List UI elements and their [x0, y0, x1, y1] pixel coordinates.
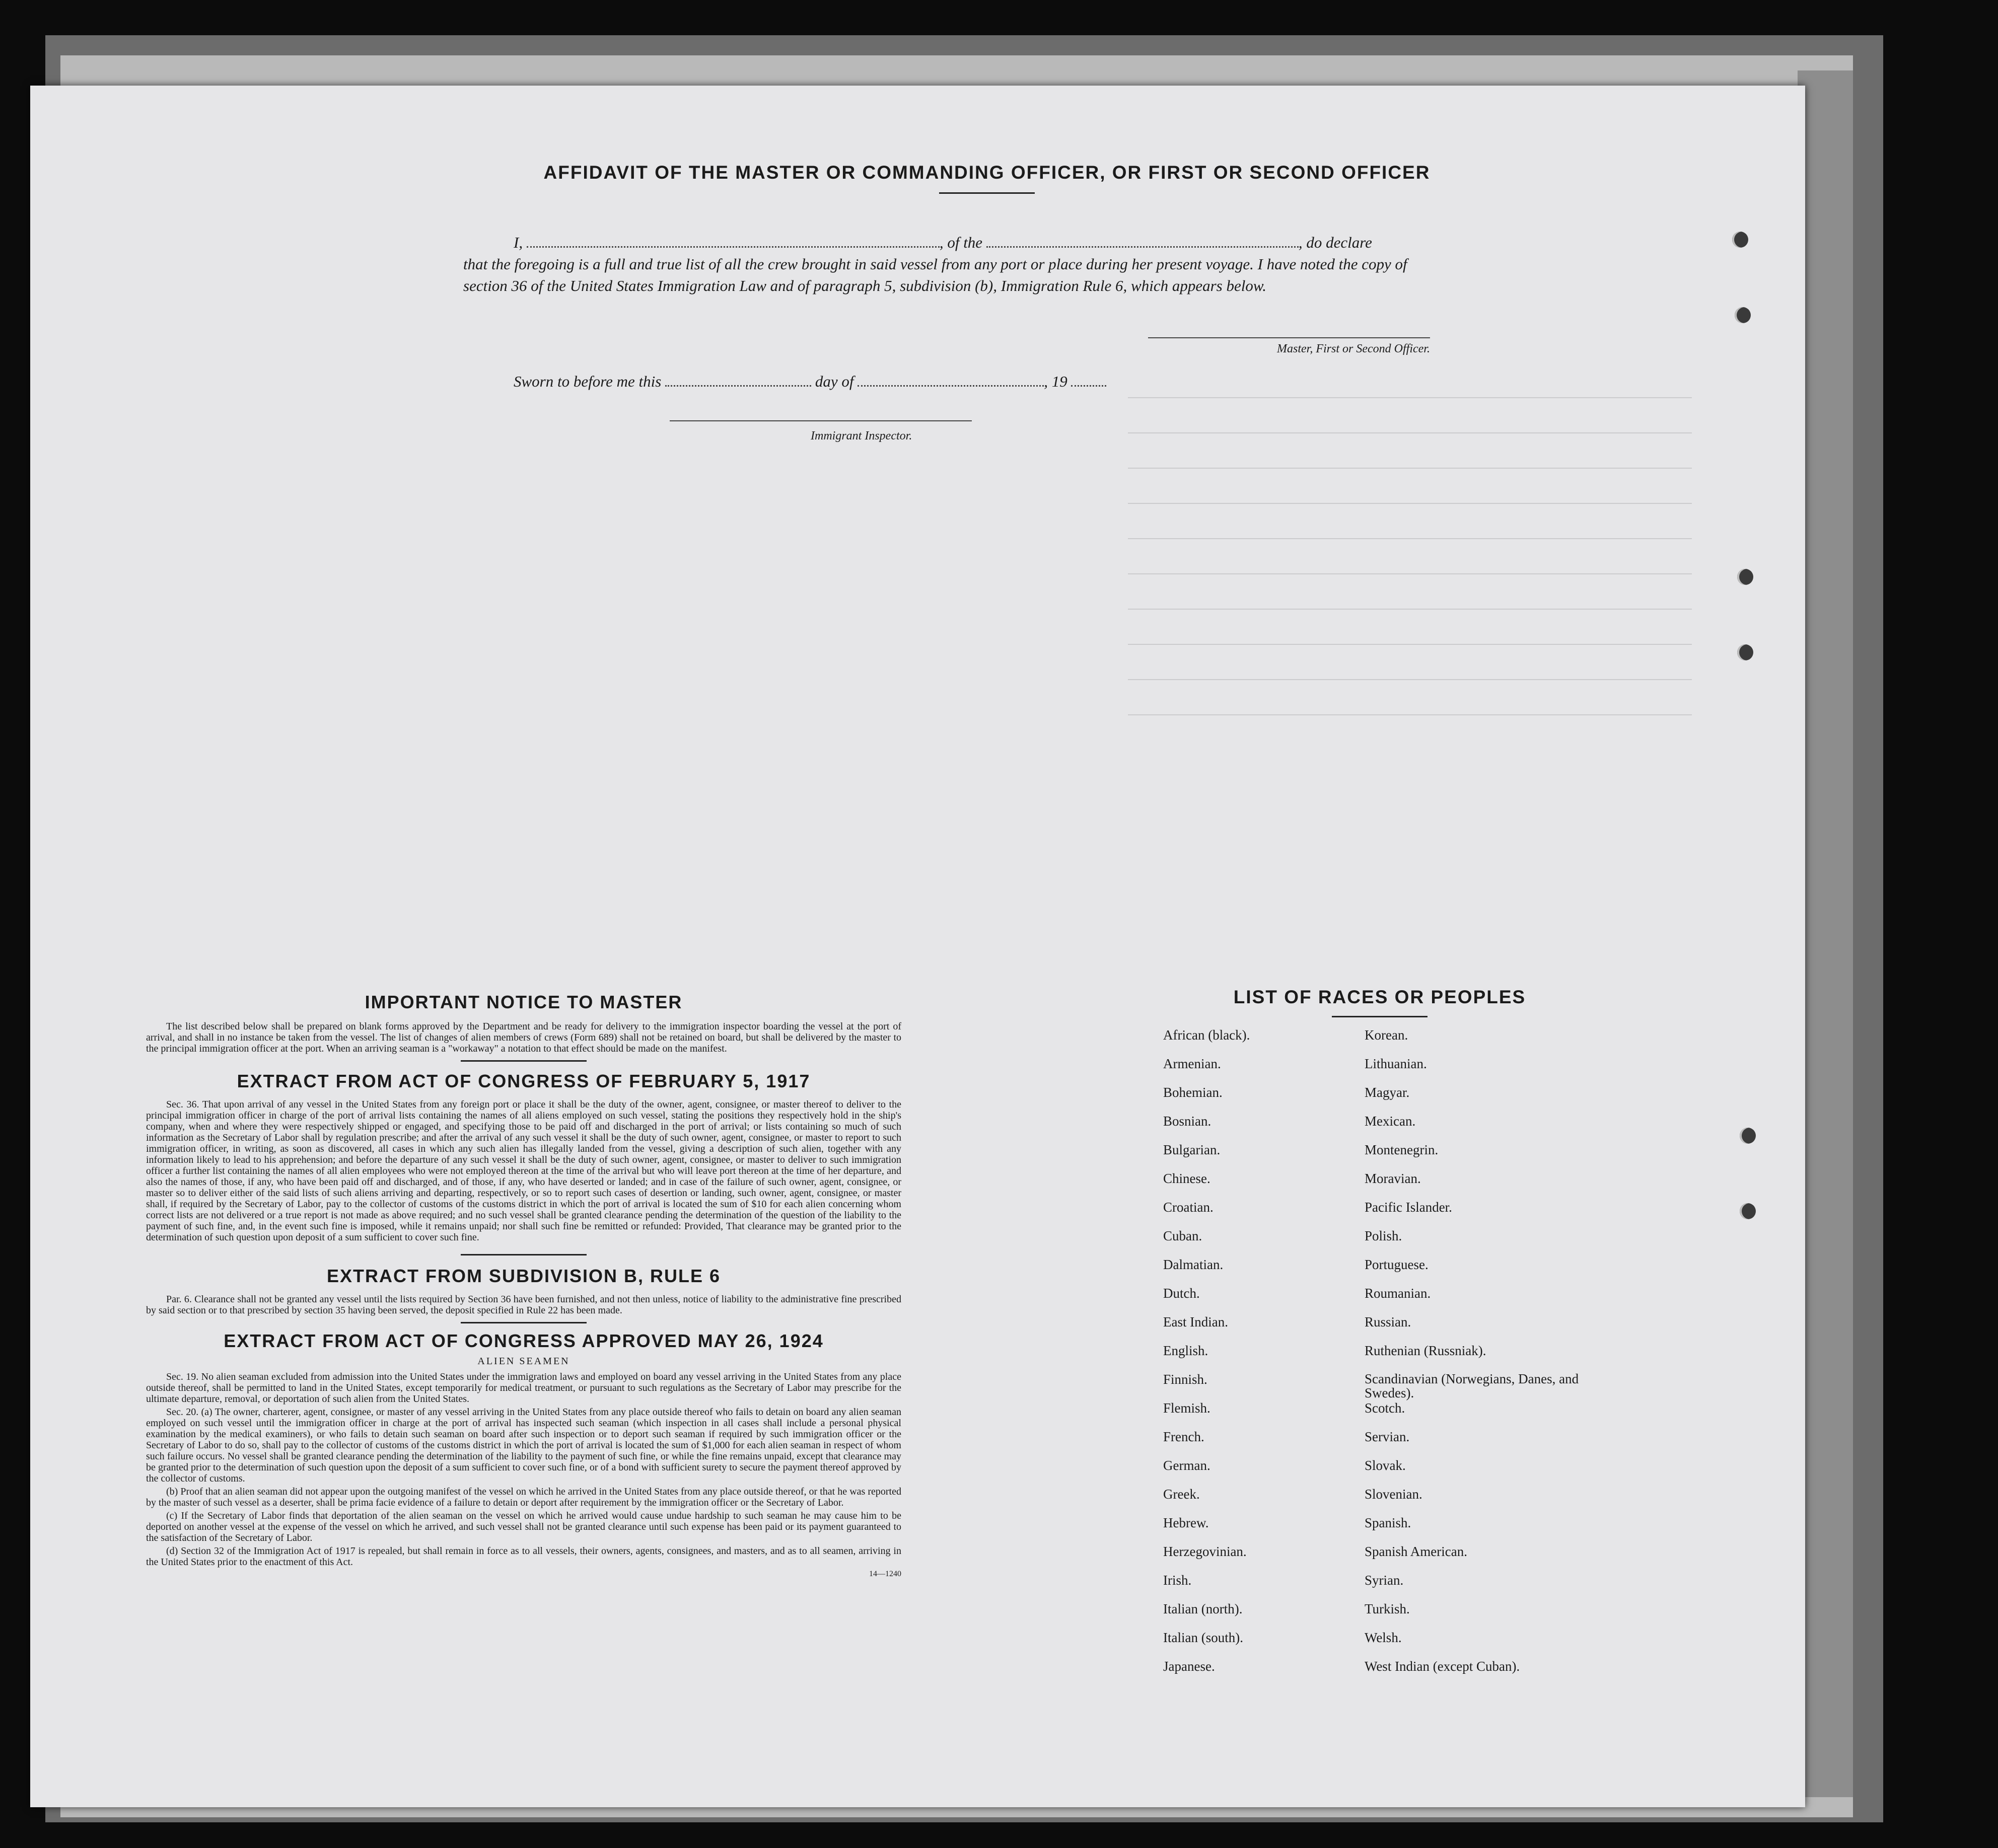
race-item: Ruthenian (Russniak).: [1365, 1343, 1486, 1358]
race-item: Bosnian.: [1163, 1114, 1211, 1129]
extract-1924-paragraph: Sec. 20. (a) The owner, charterer, agent, consignee, or master of any vessel arriving in the United States from any place outside thereof who fails to detain on board any alien seaman employed on such vessel until the immigration officer in charge at the port of arrival has inspected such seaman (which inspection in all cases shall include a personal physical examination by the medical examiners), or who fails to detain such seaman on board after such inspection or to deport such seaman if required by such immigration officer or the Secretary of Labor to do so, shall pay to the collector of customs of the customs district in which the port of arrival is located the sum of $1,000 for each alien seaman in respect of whom such failure occurs. No vessel shall be granted clearance pending the determination of the liability to the payment of such fine, or while the fine remains unpaid, except that clearance may be granted prior to the determination of such question upon the deposit of a sum sufficient to cover such fine, or of a bond with sufficient surety to secure the payment thereof approved by the collector of customs.: [146, 1407, 901, 1484]
declaration-text: [463, 232, 1450, 297]
race-item: French.: [1163, 1429, 1204, 1444]
race-item: Syrian.: [1365, 1573, 1404, 1588]
race-item: Croatian.: [1163, 1200, 1214, 1215]
race-item: Spanish.: [1365, 1515, 1411, 1530]
sworn-line: [514, 373, 1106, 391]
race-item: Servian.: [1365, 1429, 1410, 1444]
extract-1924-paragraph: (d) Section 32 of the Immigration Act of 1917 is repealed, but shall remain in force as to all vessels, their owners, agents, consignees, and masters, and as to all seamen, arriving in the United States prior to the enactment of this Act.: [146, 1545, 901, 1568]
signature-label: Master, First or Second Officer.: [1277, 342, 1430, 355]
extract-1917-title: EXTRACT FROM ACT OF CONGRESS OF FEBRUARY 5, 1917: [237, 1071, 811, 1091]
sworn-month-field[interactable]: [858, 385, 1044, 387]
race-item: Lithuanian.: [1365, 1056, 1427, 1071]
races-title: LIST OF RACES OR PEOPLES: [1233, 987, 1526, 1007]
race-item: English.: [1163, 1343, 1208, 1358]
extract-1917-paragraph: Sec. 36. That upon arrival of any vessel in the United States from any foreign port or place it shall be the duty of the owner, agent, consignee, or master thereof to deliver to the principal immigration officer in charge of the port of arrival lists containing the names of all aliens employed on such vessel, stating the positions they respectively hold in the ship's company, when and where they were respectively shipped or engaged, and specifying those to be paid off and discharged in the port of arrival; or lists containing so much of such information as the Secretary of Labor shall by regulation prescribe; and after the arrival of any such vessel it shall be the duty of such owner, agent, consignee, or master to report to such immigration officer, in writing, as soon as discovered, all cases in which any such alien has illegally landed from the vessel, giving a description of such alien, together with any information likely to lead to his apprehension; and before the departure of any such vessel it shall be the duty of such owner, agent, consignee, or master to deliver to such immigration officer a further list containing the names of all alien employees who were not employed thereon at the time of the arrival but who will leave port thereon at the time of her departure, and also the names of those, if any, who have been paid off and discharged, and of those, if any, who have deserted or landed; and in case of the failure of such owner, agent, consignee, or master so to deliver either of the said lists of such aliens arriving and departing, respectively, or so to report such cases of desertion or landing, such owner, agent, consignee, or master shall, if required by the Secretary of Labor, pay to the collector of customs of the customs district in which the port of arrival is located the sum of $10 for each alien concerning whom correct lists are not delivered or a true report is not made as above required; and no such vessel shall be granted clearance pending the determination of the question of the liability to the payment of such fine, and, in the event such fine is imposed, while it remains unpaid; nor shall such fine be remitted or refunded: Provided, That clearance may be granted prior to the determination of such question upon deposit of a sum sufficient to cover such fine.: [146, 1099, 901, 1243]
race-item: Portuguese.: [1365, 1257, 1429, 1272]
divider: [461, 1322, 587, 1323]
extract-1917-text: [146, 1099, 901, 1243]
inspector-block: [670, 420, 972, 443]
races-grid: [1128, 1027, 1631, 1687]
extract-1924-text: [146, 1371, 901, 1580]
race-item: Greek.: [1163, 1487, 1200, 1502]
race-item: Flemish.: [1163, 1400, 1210, 1416]
sworn-label: Sworn to before me this: [514, 373, 662, 390]
race-item: Bulgarian.: [1163, 1142, 1221, 1157]
race-item: Roumanian.: [1365, 1286, 1431, 1301]
notice-title: IMPORTANT NOTICE TO MASTER: [365, 992, 683, 1012]
races-column-right: [1365, 1027, 1616, 1687]
race-item: Italian (south).: [1163, 1630, 1243, 1645]
divider: [939, 192, 1035, 194]
race-item: Hebrew.: [1163, 1515, 1209, 1530]
punch-hole: [1737, 644, 1753, 660]
races-column-left: [1128, 1027, 1365, 1687]
sworn-day-field[interactable]: [665, 385, 811, 387]
extract-1924-paragraph: Sec. 19. No alien seaman excluded from admission into the United States under the immigration laws and employed on board any vessel arriving in the United States from any place outside thereof, shall be permitted to land in the United States, except temporarily for medical treatment, or pursuant to such regulations as the Secretary of Labor may prescribe for the ultimate departure, removal, or deportation of such alien from the United States.: [146, 1371, 901, 1405]
race-item: Italian (north).: [1163, 1601, 1243, 1616]
race-item: Bohemian.: [1163, 1085, 1223, 1100]
do-declare-label: , do declare: [1298, 234, 1372, 251]
divider: [461, 1254, 587, 1255]
race-item: Finnish.: [1163, 1372, 1207, 1387]
race-item: Japanese.: [1163, 1659, 1215, 1674]
affidavit-title: AFFIDAVIT OF THE MASTER OR COMMANDING OFFICER, OR FIRST OR SECOND OFFICER: [543, 162, 1431, 183]
extract-1924-title: EXTRACT FROM ACT OF CONGRESS APPROVED MAY 26, 1924: [224, 1330, 824, 1351]
race-item: German.: [1163, 1458, 1210, 1473]
extract-rule6-paragraph: Par. 6. Clearance shall not be granted any vessel until the lists required by Section 36 have been furnished, and not then unless, notice of liability to the administrative fine prescribed by said section or to that prescribed by section 35 having been served, the deposit specified in Rule 22 has been made.: [146, 1294, 901, 1316]
extract-1924-paragraph: (b) Proof that an alien seaman did not appear upon the outgoing manifest of the vessel on which he arrived in the United States from any place outside thereof, or that he was reported by the master of such vessel as a deserter, shall be prima facie evidence of a failure to detain or deport after requirement by the immigration officer or the Secretary of Labor.: [146, 1486, 901, 1508]
race-item: Armenian.: [1163, 1056, 1221, 1071]
signature-block: [1083, 337, 1430, 356]
race-item: Scotch.: [1365, 1400, 1405, 1416]
divider: [1332, 1016, 1428, 1017]
race-item: Pacific Islander.: [1365, 1200, 1452, 1215]
race-item: Dalmatian.: [1163, 1257, 1224, 1272]
affidavit-header: [483, 162, 1490, 194]
notice-text: [146, 1021, 901, 1054]
day-of-label: day of: [815, 373, 854, 390]
extract-1924-paragraph: (c) If the Secretary of Labor finds that deportation of the alien seaman on the vessel on which he arrived would cause undue hardship to such seaman he may cause him to be deported on another vessel at the expense of the vessel on which he arrived, and such vessel shall not be granted clearance until such expense has been paid or its payment guaranteed to the satisfaction of the Secretary of Labor.: [146, 1510, 901, 1543]
inspector-label: Immigrant Inspector.: [811, 429, 912, 442]
race-item: Scandinavian (Norwegians, Danes, and Swedes).: [1365, 1371, 1579, 1400]
race-item: Dutch.: [1163, 1286, 1200, 1301]
race-item: West Indian (except Cuban).: [1365, 1659, 1520, 1674]
race-item: Polish.: [1365, 1228, 1402, 1243]
race-item: Turkish.: [1365, 1601, 1410, 1616]
declarant-name-field[interactable]: [527, 246, 940, 248]
notice-paragraph: The list described below shall be prepared on blank forms approved by the Department and be ready for delivery to the immigration inspector boarding the vessel at the port of arrival, and shall in no instance be taken from the vessel. The list of changes of alien members of crews (Form 689) shall not be retained on board, but shall be delivered by the master to the principal immigration officer at the port. When an arriving seaman is a "workaway" a notation to that effect should be made on the manifest.: [146, 1021, 901, 1054]
race-item: Slovak.: [1365, 1458, 1406, 1473]
divider: [461, 1060, 587, 1062]
race-item: Russian.: [1365, 1314, 1411, 1329]
extract-rule6-title: EXTRACT FROM SUBDIVISION B, RULE 6: [326, 1266, 721, 1286]
of-the-label: , of the: [939, 234, 983, 251]
punch-hole: [1735, 307, 1751, 323]
declaration-first-line: [463, 232, 1450, 253]
signature-line[interactable]: [1148, 337, 1430, 338]
race-item: African (black).: [1163, 1027, 1250, 1043]
sworn-year-field[interactable]: [1071, 385, 1106, 387]
legal-notices: [146, 992, 901, 1580]
declarant-label: I,: [514, 234, 523, 251]
race-item: Mexican.: [1365, 1114, 1416, 1129]
inspector-signature-line[interactable]: [670, 420, 972, 421]
race-item: Slovenian.: [1365, 1487, 1422, 1502]
race-item: Herzegovinian.: [1163, 1544, 1247, 1559]
race-item: Magyar.: [1365, 1085, 1410, 1100]
form-number: 14—1240: [869, 1570, 901, 1578]
race-item: Spanish American.: [1365, 1544, 1467, 1559]
extract-rule6-text: [146, 1294, 901, 1316]
race-item: Korean.: [1365, 1027, 1408, 1043]
punch-hole: [1732, 232, 1748, 248]
race-item: Chinese.: [1163, 1171, 1210, 1186]
year-label: , 19: [1044, 373, 1067, 390]
vessel-name-field[interactable]: [986, 246, 1299, 248]
race-item: Moravian.: [1365, 1171, 1421, 1186]
document-page: [30, 86, 1805, 1807]
sheet-edge: [1798, 70, 1853, 1797]
races-list: [1128, 987, 1631, 1687]
race-item: Irish.: [1163, 1573, 1192, 1588]
alien-seamen-caption: ALIEN SEAMEN: [477, 1356, 570, 1367]
race-item: Cuban.: [1163, 1228, 1202, 1243]
declaration-body: that the foregoing is a full and true list of all the crew brought in said vessel from any port or place during her present voyage. I have noted the copy of section 36 of the United States Immigration Law and of paragraph 5, subdivision (b), Immigration Rule 6, which appears below.: [463, 255, 1407, 294]
race-item: Montenegrin.: [1365, 1142, 1439, 1157]
punch-hole: [1740, 1128, 1756, 1144]
race-item: East Indian.: [1163, 1314, 1228, 1329]
punch-hole: [1737, 569, 1753, 585]
race-item: Welsh.: [1365, 1630, 1402, 1645]
punch-hole: [1740, 1203, 1756, 1219]
